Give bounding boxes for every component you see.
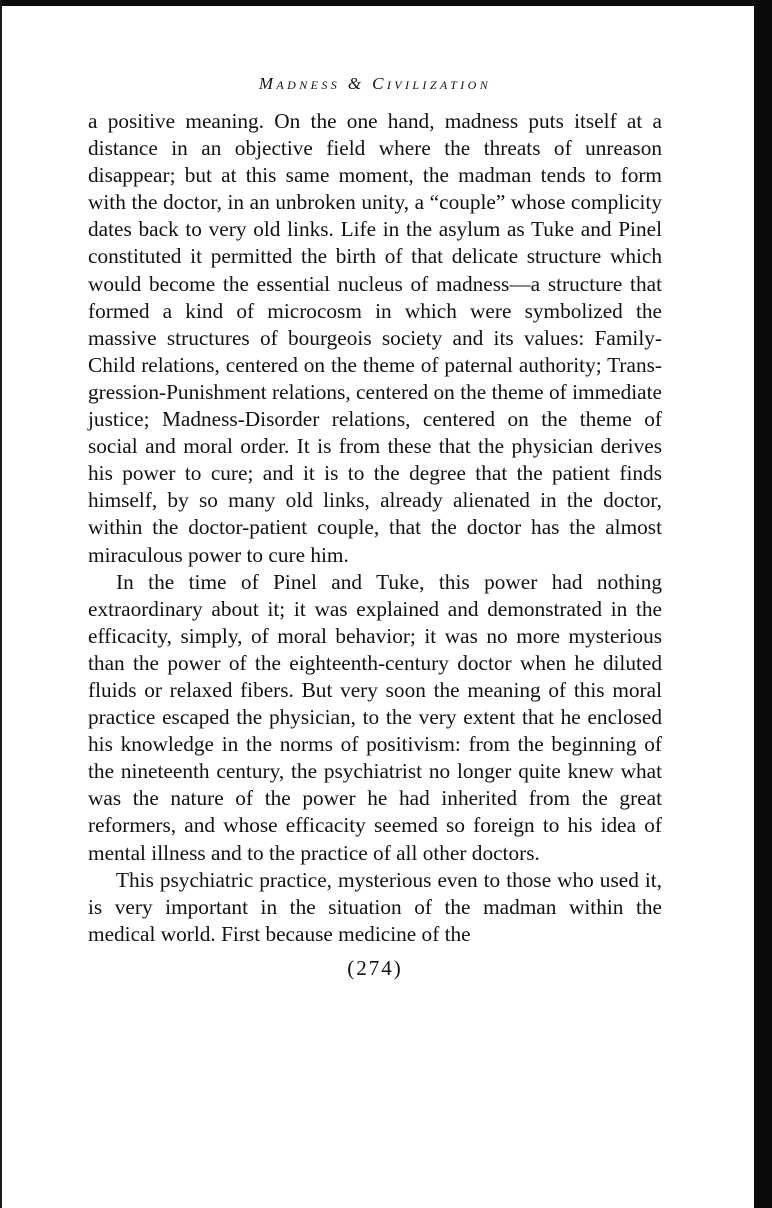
paragraph: This psychiatric practice, mysterious even to those who used it, is very important in the situation of the madman within the medical world. First because medicine of the bbox=[88, 867, 662, 946]
page-number: (274) bbox=[347, 955, 403, 980]
scan-border-right bbox=[754, 0, 772, 1208]
book-page bbox=[88, 60, 662, 981]
running-head: Madness & Civilization bbox=[258, 74, 492, 93]
body-text bbox=[88, 108, 662, 948]
paragraph: In the time of Pinel and Tuke, this power had nothing extraordinary about it; it was explained and demonstrated in the efficacity, simply, of moral behavior; it was no more mysterious than the power of the eighteenth-century doctor when he diluted fluids or relaxed fibers. But very soon the meaning of this moral practice escaped the physician, to the very extent that he enclosed his knowledge in the norms of positivism: from the beginning of the nineteenth century, the psychiatrist no longer quite knew what was the nature of the power he had inherited from the great reformers, and whose efficacity seemed so foreign to his idea of mental illness and to the practice of all other doctors. bbox=[88, 569, 662, 865]
paragraph-continued: a positive meaning. On the one hand, madness puts itself at a distance in an objective field where the threats of unreason disappear; but at this same moment, the madman tends to form with the doctor, in an unbroken unity, a “couple” whose complicity dates back to very old links. Life in the asylum as Tuke and Pinel constituted it permitted the birth of that delicate structure which would become the essential nucleus of madness—a structure that formed a kind of microcosm in which were symbolized the massive structures of bourgeois society and its values: Family-Child relations, centered on the theme of paternal authority; Transgression-Punishment relations, centered on the theme of immediate justice; Madness-Disorder relations, centered on the theme of social and moral order. It is from these that the physician derives his power to cure; and it is to the degree that the patient finds himself, by so many old links, already alienated in the doctor, within the doctor-patient couple, that the doctor has the almost miraculous power to cure him. bbox=[88, 109, 662, 567]
scan-border-left bbox=[0, 0, 2, 1208]
scan-border-top bbox=[0, 0, 772, 6]
